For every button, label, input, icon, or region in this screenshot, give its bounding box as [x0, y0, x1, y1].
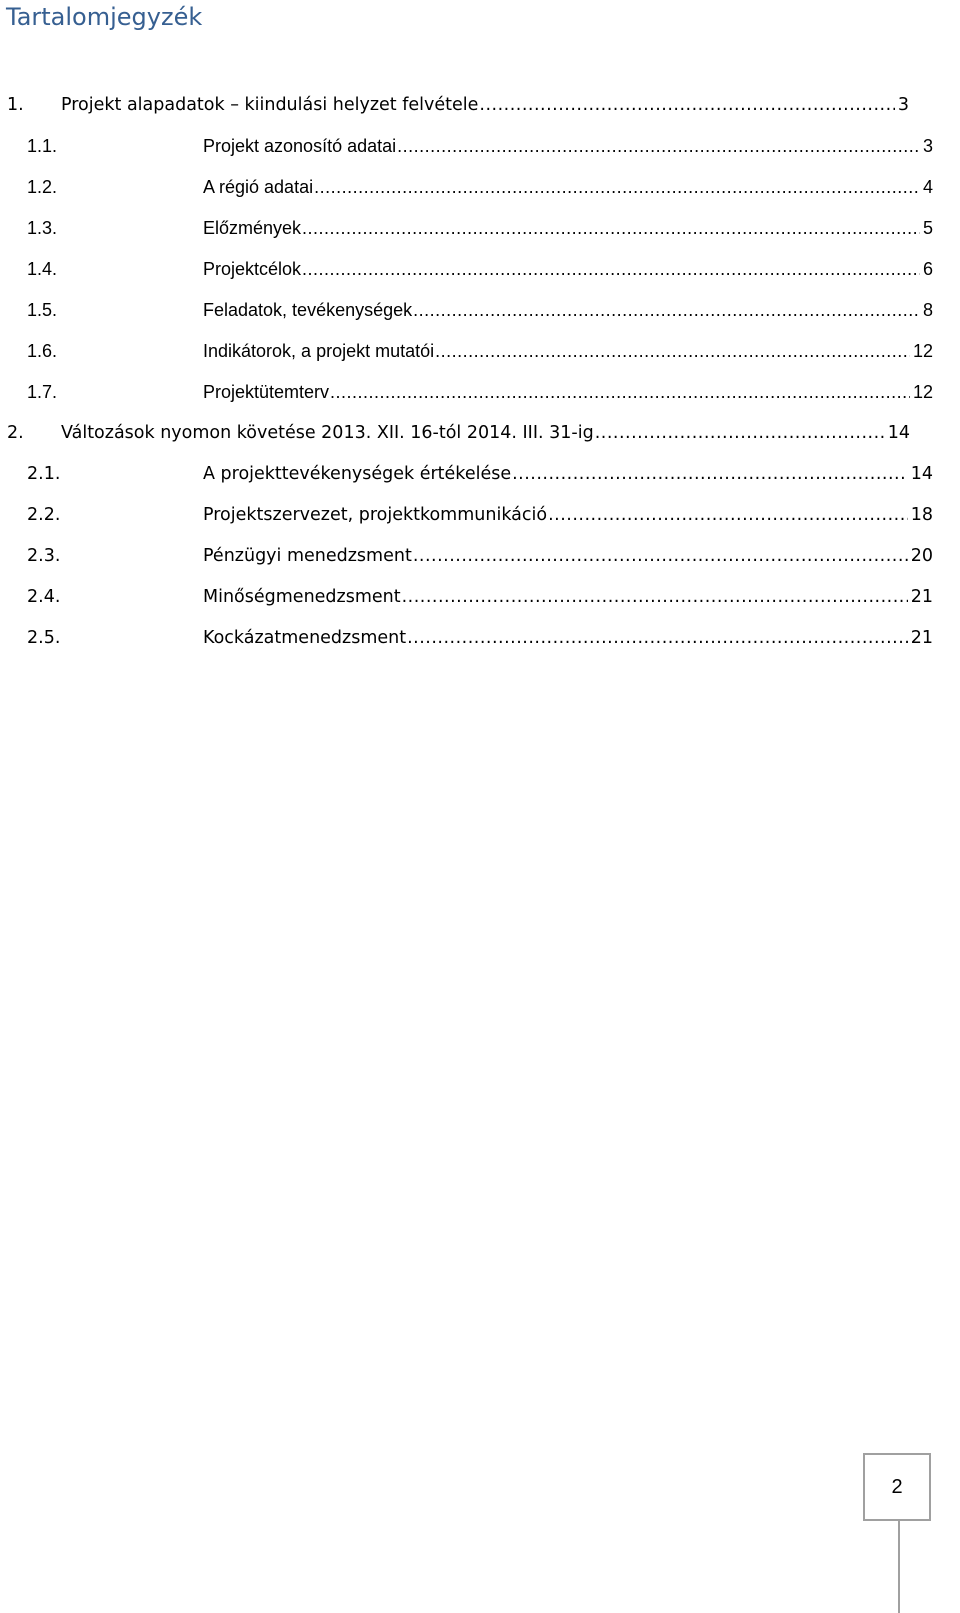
toc-entry-number: 2. [7, 423, 24, 443]
toc-dot-leader [413, 299, 920, 321]
toc-entry-page: 21 [910, 628, 933, 648]
toc-entry-number: 1.7. [27, 382, 58, 402]
toc-entry-label: Minőségmenedzsment [203, 587, 401, 607]
toc-entry-number: 1.3. [27, 218, 58, 238]
toc-entry-page: 8 [922, 300, 933, 320]
toc-entry-label: Projektcélok [203, 259, 302, 279]
toc-entry-number: 1.2. [27, 177, 58, 197]
toc-entry-label: Kockázatmenedzsment [203, 628, 407, 648]
toc-title: Tartalomjegyzék [6, 3, 203, 31]
toc-dot-leader [413, 545, 908, 567]
toc-entry[interactable] [7, 86, 909, 116]
toc-entry-label: Feladatok, tevékenységek [203, 300, 413, 320]
toc-entry[interactable] [27, 373, 933, 403]
toc-entry-page: 5 [922, 218, 933, 238]
toc-dot-leader [512, 463, 908, 485]
toc-entry-page: 14 [910, 464, 933, 484]
toc-entry-label: Projektszervezet, projektkommunikáció [203, 505, 548, 525]
toc-entry[interactable] [27, 209, 933, 239]
page-number: 2 [891, 1475, 903, 1498]
toc-entry-label: Előzmények [203, 218, 302, 238]
toc-entry-page: 3 [897, 95, 909, 115]
toc-dot-leader [595, 422, 885, 444]
toc-entry-number: 2.5. [27, 628, 61, 648]
toc-entry-label: Változások nyomon követése 2013. XII. 16-tól 2014. III. 31-ig [61, 423, 594, 443]
toc-entry-number: 2.4. [27, 587, 61, 607]
toc-entry-page: 4 [922, 177, 933, 197]
toc-entry-page: 14 [887, 423, 910, 443]
toc-entry-page: 21 [910, 587, 933, 607]
toc-entry-number: 2.1. [27, 464, 61, 484]
toc-entry[interactable] [27, 168, 933, 198]
toc-dot-leader [548, 504, 908, 526]
toc-entry-page: 3 [922, 136, 933, 156]
toc-entry[interactable] [27, 127, 933, 157]
toc-entry[interactable] [27, 332, 933, 362]
toc-dot-leader [330, 381, 910, 403]
toc-entry-page: 20 [910, 546, 933, 566]
toc-entry[interactable] [27, 250, 933, 280]
toc-entry[interactable] [27, 496, 933, 526]
toc-entry[interactable] [27, 291, 933, 321]
page-number-connector-line [898, 1521, 900, 1613]
toc-entry[interactable] [27, 455, 933, 485]
toc-entry-number: 2.2. [27, 505, 61, 525]
toc-dot-leader [479, 94, 894, 116]
toc-entry-label: Projektütemterv [203, 382, 330, 402]
toc-dot-leader [314, 176, 920, 198]
toc-entry-label: Pénzügyi menedzsment [203, 546, 412, 566]
toc-dot-leader [407, 627, 908, 649]
toc-dot-leader [435, 340, 910, 362]
toc-entry-label: A régió adatai [203, 177, 314, 197]
toc-entry[interactable] [27, 619, 933, 649]
toc-entry[interactable] [27, 537, 933, 567]
toc-entry-page: 18 [910, 505, 933, 525]
toc-entry-number: 1. [7, 95, 24, 115]
toc-entry-number: 1.6. [27, 341, 58, 361]
toc-entry-number: 2.3. [27, 546, 61, 566]
toc-dot-leader [302, 217, 920, 239]
toc-entry[interactable] [7, 414, 910, 444]
page-number-box [863, 1453, 931, 1521]
toc-entry-number: 1.5. [27, 300, 58, 320]
toc-entry-label: Indikátorok, a projekt mutatói [203, 341, 435, 361]
toc-entry-number: 1.1. [27, 136, 58, 156]
toc-entry-label: Projekt alapadatok – kiindulási helyzet felvétele [61, 95, 479, 115]
toc-entry-label: Projekt azonosító adatai [203, 136, 397, 156]
toc-entry-page: 6 [922, 259, 933, 279]
toc-entry-page: 12 [912, 382, 933, 402]
toc-entry[interactable] [27, 578, 933, 608]
toc-dot-leader [402, 586, 908, 608]
toc-dot-leader [397, 135, 920, 157]
toc-entry-label: A projekttevékenységek értékelése [203, 464, 512, 484]
toc-dot-leader [302, 258, 920, 280]
toc-entry-number: 1.4. [27, 259, 58, 279]
toc-entry-page: 12 [912, 341, 933, 361]
